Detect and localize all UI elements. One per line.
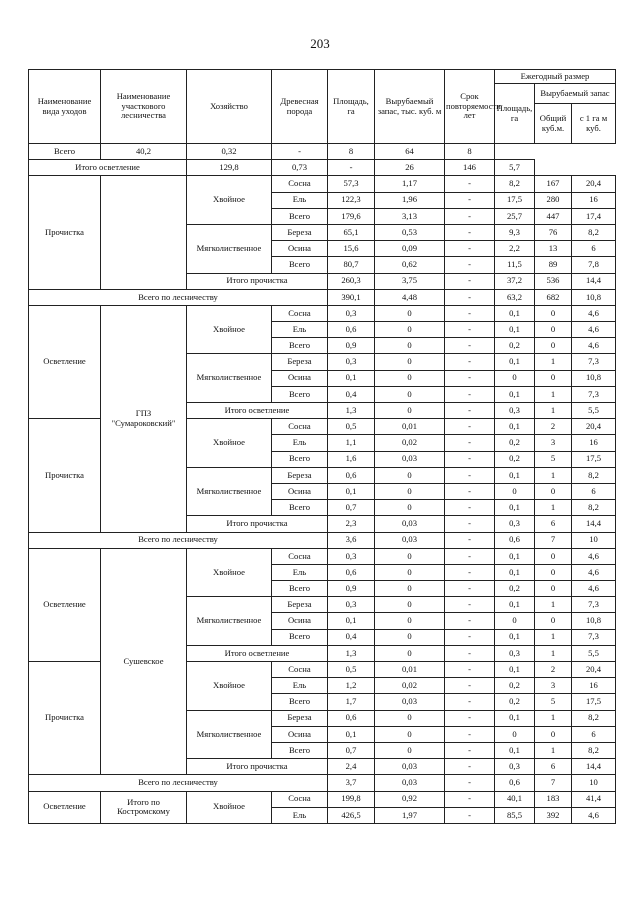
table-row: Всего 0,7 0 - 0,1 1 8,2 xyxy=(29,500,616,516)
table-row: Прочистка Хвойное Сосна 0,5 0,01 - 0,1 2 20,4 xyxy=(29,662,616,678)
table-row: Всего по лесничеству 3,6 0,03 - 0,6 7 10 xyxy=(29,532,616,548)
header-species: Древесная порода xyxy=(272,70,328,144)
forestry-sushevskoe: Сушевское xyxy=(101,548,187,775)
table-row: Осина 0,1 0 - 0 0 10,8 xyxy=(29,613,616,629)
table-row: Всего 1,6 0,03 - 0,2 5 17,5 xyxy=(29,451,616,467)
page-number: 203 xyxy=(310,36,330,51)
table-row: Итого прочистка 260,3 3,75 - 37,2 536 14,4 xyxy=(29,273,616,289)
table-row: Всего 179,6 3,13 - 25,7 447 17,4 xyxy=(29,208,616,224)
table-row: Всего по лесничеству 3,7 0,03 - 0,6 7 10 xyxy=(29,775,616,791)
table-row: Итого осветление 1,3 0 - 0,3 1 5,5 xyxy=(29,403,616,419)
table-row: Итого прочистка 2,3 0,03 - 0,3 6 14,4 xyxy=(29,516,616,532)
forestry-gpz: ГПЗ "Сумароковский" xyxy=(101,305,187,532)
header-annual: Ежегодный размер xyxy=(495,70,616,84)
table-row: Осина 0,1 0 - 0 0 6 xyxy=(29,483,616,499)
table-row: Ель 1,1 0,02 - 0,2 3 16 xyxy=(29,435,616,451)
table-row: Итого осветление 129,8 0,73 - 26 146 5,7 xyxy=(29,160,616,176)
table-row: Мягколиственное Береза 0,3 0 - 0,1 1 7,3 xyxy=(29,354,616,370)
table-row: Прочистка Хвойное Сосна 57,3 1,17 - 8,2 167 20,4 xyxy=(29,176,616,192)
table-row: Ель 122,3 1,96 - 17,5 280 16 xyxy=(29,192,616,208)
header-annual-area: Площадь, га xyxy=(495,84,535,144)
table-row: Осветление ГПЗ "Сумароковский" Хвойное Сосна 0,3 0 - 0,1 0 4,6 xyxy=(29,305,616,321)
header-per-ha: с 1 га м куб. xyxy=(572,104,616,144)
header-cut-stock: Вырубаемый запас xyxy=(535,84,616,104)
table-row: Ель 1,2 0,02 - 0,2 3 16 xyxy=(29,678,616,694)
table-row: Всего 0,7 0 - 0,1 1 8,2 xyxy=(29,742,616,758)
header-forestry: Наименование участкового лесничества xyxy=(101,70,187,144)
table-row: Ель 426,5 1,97 - 85,5 392 4,6 xyxy=(29,807,616,823)
table-row: Ель 0,6 0 - 0,1 0 4,6 xyxy=(29,564,616,580)
header-farm: Хозяйство xyxy=(187,70,272,144)
table-row: Итого прочистка 2,4 0,03 - 0,3 6 14,4 xyxy=(29,759,616,775)
forest-care-table xyxy=(28,69,616,824)
table-row: Мягколиственное Береза 0,3 0 - 0,1 1 7,3 xyxy=(29,597,616,613)
table-row: Мягколиственное Береза 0,6 0 - 0,1 1 8,2 xyxy=(29,467,616,483)
table-row: Осветление Итого по Костромскому Хвойное Сосна 199,8 0,92 - 40,1 183 41,4 xyxy=(29,791,616,807)
header-term: Срок повторяемости лет xyxy=(445,70,495,144)
header-area: Площадь, га xyxy=(328,70,375,144)
table-row: Осина 15,6 0,09 - 2,2 13 6 xyxy=(29,241,616,257)
table-row: Всего 0,4 0 - 0,1 1 7,3 xyxy=(29,629,616,645)
header-total-m3: Общий куб.м. xyxy=(535,104,572,144)
table-row: Ель 0,6 0 - 0,1 0 4,6 xyxy=(29,322,616,338)
table-row: Всего 1,7 0,03 - 0,2 5 17,5 xyxy=(29,694,616,710)
header-type: Наименование вида уходов xyxy=(29,70,101,144)
table-row: Всего 80,7 0,62 - 11,5 89 7,8 xyxy=(29,257,616,273)
table-row: Всего 0,9 0 - 0,2 0 4,6 xyxy=(29,581,616,597)
table-row: Прочистка Хвойное Сосна 0,5 0,01 - 0,1 2 20,4 xyxy=(29,419,616,435)
table-row: Мягколиственное Береза 0,6 0 - 0,1 1 8,2 xyxy=(29,710,616,726)
table-row: Итого осветление 1,3 0 - 0,3 1 5,5 xyxy=(29,645,616,661)
header-stock: Вырубаемый запас, тыс. куб. м xyxy=(375,70,445,144)
table-row: Осветление Сушевское Хвойное Сосна 0,3 0 - 0,1 0 4,6 xyxy=(29,548,616,564)
table-row: Всего по лесничеству 390,1 4,48 - 63,2 682 10,8 xyxy=(29,289,616,305)
table-row: Всего 40,2 0,32 - 8 64 8 xyxy=(29,144,616,160)
table-row: Мягколиственное Береза 65,1 0,53 - 9,3 76 8,2 xyxy=(29,224,616,240)
table-row: Осина 0,1 0 - 0 0 6 xyxy=(29,726,616,742)
table-row: Всего 0,9 0 - 0,2 0 4,6 xyxy=(29,338,616,354)
table-row: Осина 0,1 0 - 0 0 10,8 xyxy=(29,370,616,386)
table-row: Всего 0,4 0 - 0,1 1 7,3 xyxy=(29,386,616,402)
group-prochistka: Прочистка xyxy=(29,176,101,289)
